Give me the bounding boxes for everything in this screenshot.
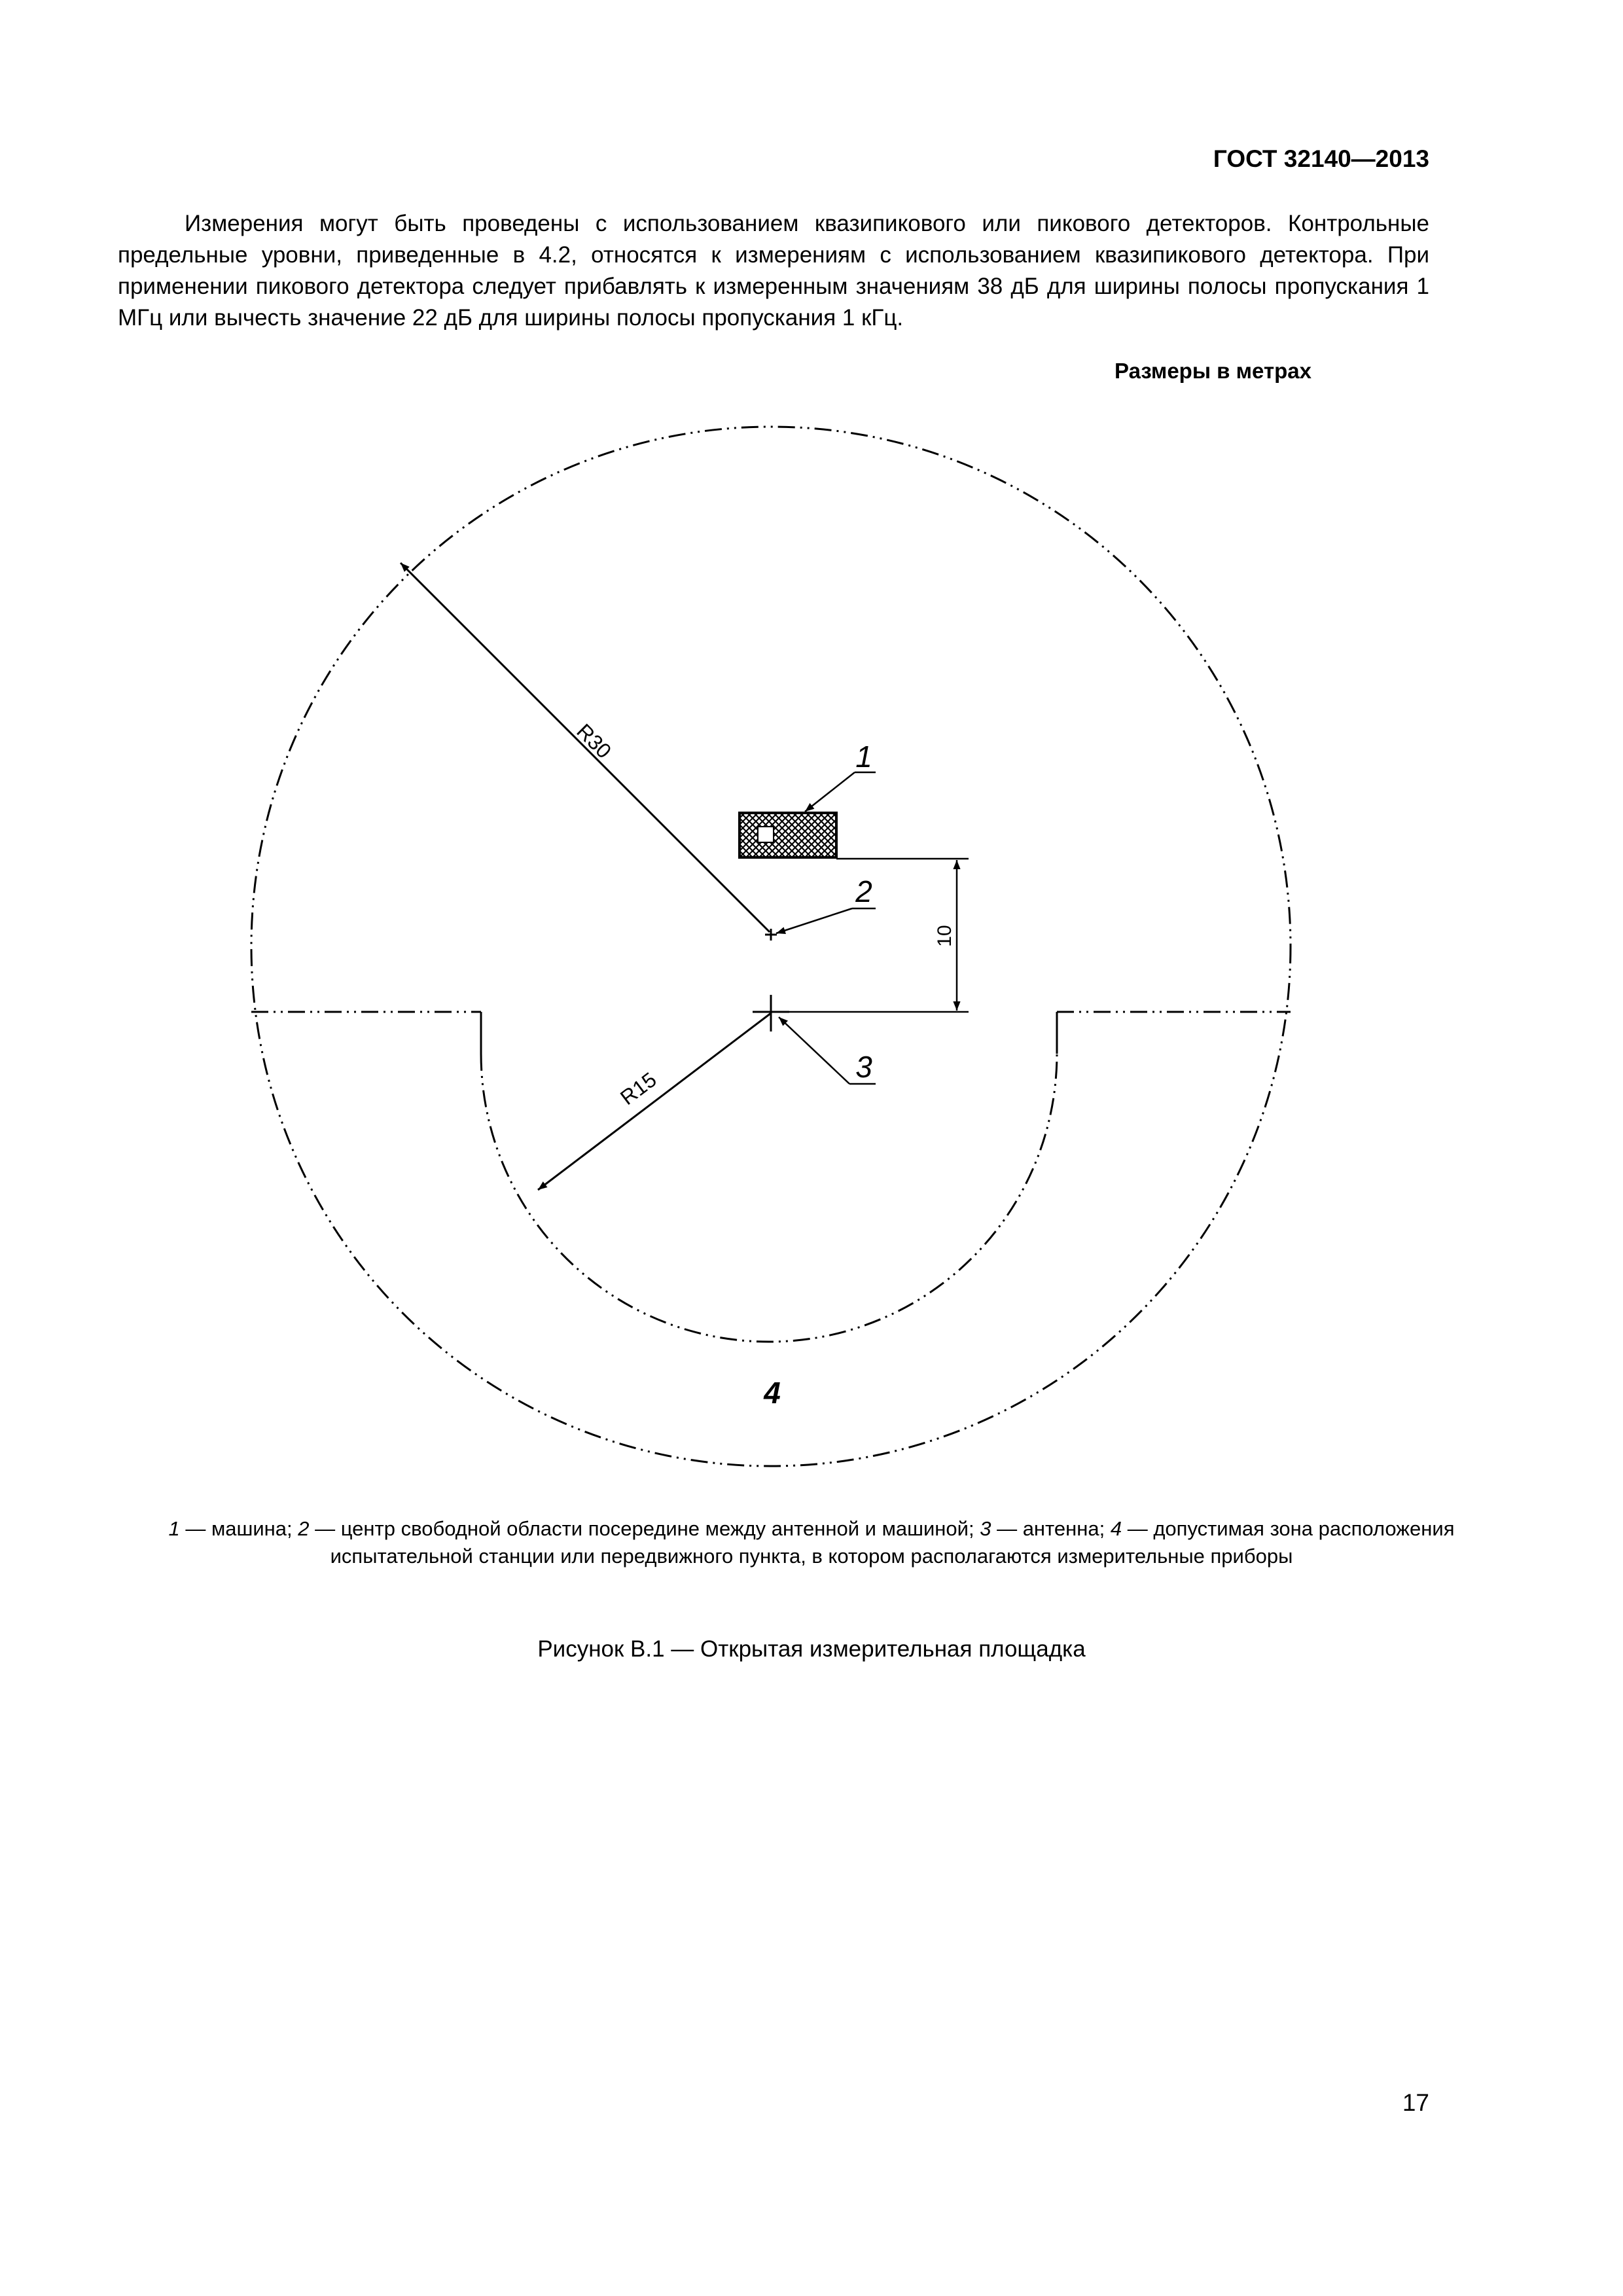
legend-text-2: — центр свободной области посередине между антенной и машиной; bbox=[309, 1517, 980, 1540]
legend-text-4: — допустимая зона расположения испытательной станции или передвижного пункта, в котором располагаются измерительные приборы bbox=[330, 1517, 1455, 1568]
radius-label-r30: R30 bbox=[572, 719, 616, 763]
radius-label-r15: R15 bbox=[616, 1067, 661, 1110]
intro-paragraph: Измерения могут быть проведены с использованием квазипикового или пикового детекторов. Контрольные предельные уровни, приведенные в 4.2, относятся к измерениям с использованием квазипикового детектора. При применении пикового детектора следует прибавлять к измеренным значениям 38 дБ для ширины полосы пропускания 1 МГц или вычесть значение 22 дБ для ширины полосы пропускания 1 кГц. bbox=[118, 211, 1429, 331]
figure-caption: Рисунок В.1 — Открытая измерительная площадка bbox=[537, 1636, 1086, 1662]
legend-text-1: — машина; bbox=[179, 1517, 298, 1540]
dimension-label-10: 10 bbox=[934, 925, 955, 947]
callout-4: 4 bbox=[764, 1376, 781, 1410]
document-code: ГОСТ 32140—2013 bbox=[1213, 145, 1429, 172]
legend-num-4: 4 bbox=[1110, 1517, 1122, 1540]
outer-boundary-circle bbox=[251, 427, 1291, 1466]
callout-1: 1 bbox=[855, 740, 872, 774]
inner-semicircle bbox=[481, 1054, 1057, 1342]
callout-2: 2 bbox=[855, 874, 872, 908]
radius-line-r15 bbox=[538, 1013, 771, 1190]
leader-line-1 bbox=[805, 772, 855, 812]
legend-text-3: — антенна; bbox=[991, 1517, 1111, 1540]
legend-num-1: 1 bbox=[168, 1517, 180, 1540]
legend-num-3: 3 bbox=[980, 1517, 991, 1540]
leader-line-3 bbox=[779, 1017, 849, 1084]
machine bbox=[740, 813, 836, 857]
callout-3: 3 bbox=[855, 1050, 872, 1084]
legend-num-2: 2 bbox=[298, 1517, 310, 1540]
page-number: 17 bbox=[1402, 2089, 1429, 2116]
leader-line-2 bbox=[776, 908, 852, 933]
figure-legend bbox=[157, 1515, 1466, 1570]
units-note: Размеры в метрах bbox=[1115, 359, 1311, 383]
machine-window bbox=[758, 827, 774, 842]
